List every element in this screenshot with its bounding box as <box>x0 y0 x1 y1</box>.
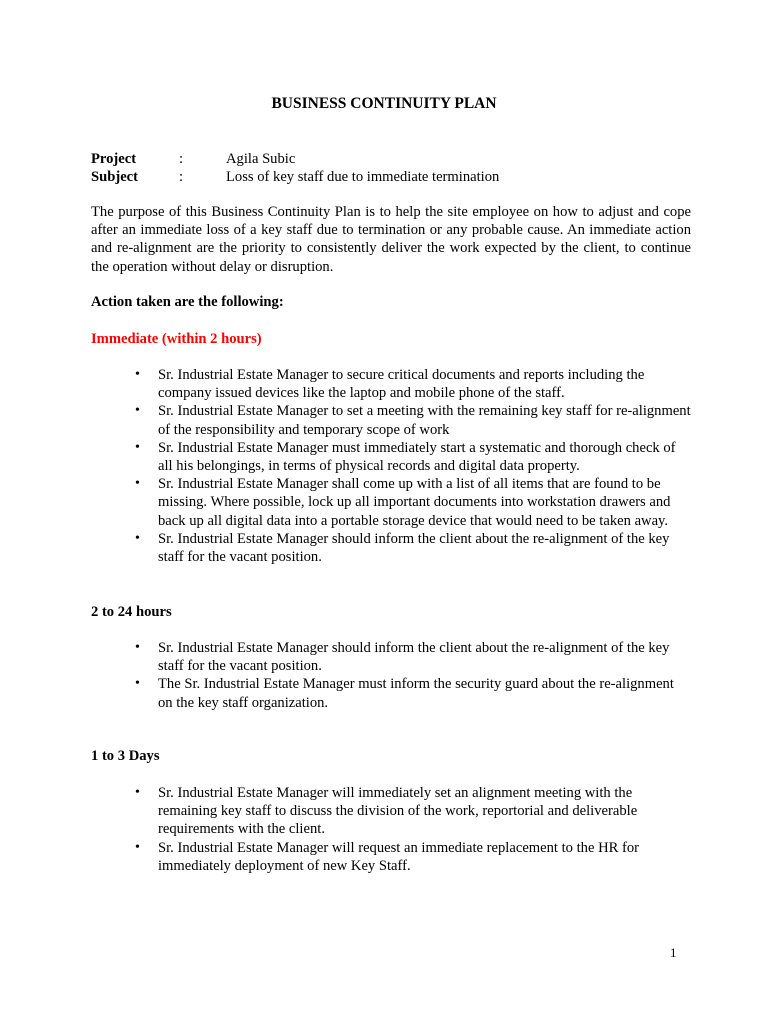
list-item: • Sr. Industrial Estate Manager to set a meeting with the remaining key staff for re-alignment of the responsibility and temporary scope of work <box>135 403 691 438</box>
page-title: BUSINESS CONTINUITY PLAN <box>271 95 497 112</box>
list-item: • Sr. Industrial Estate Manager to secure critical documents and reports including the company issued devices like the laptop and mobile phone of the staff. <box>135 367 645 402</box>
section-heading-1-3-days: 1 to 3 Days <box>91 748 160 764</box>
bullet-list-1-3-days <box>91 784 691 875</box>
meta-colon: : <box>179 169 184 186</box>
list-item: • Sr. Industrial Estate Manager should inform the client about the re-alignment of the key staff for the vacant position. <box>135 530 670 566</box>
bullet-icon: • <box>135 530 140 546</box>
meta-key: Subject <box>91 169 139 186</box>
bullet-icon: • <box>135 839 140 855</box>
list-item: • Sr. Industrial Estate Manager shall come up with a list of all items that are found to be missing. Where possible, lock up all important documents into workstation drawers and back up all digital data into a portable storage device that would need to be taken away. <box>135 476 671 529</box>
section-heading-immediate: Immediate (within 2 hours) <box>91 331 262 347</box>
list-item: • Sr. Industrial Estate Manager must immediately start a systematic and thorough check of all his belongings, in terms of physical records and digital data property. <box>135 439 676 475</box>
bullet-list-2-24-hours <box>91 639 691 712</box>
bullet-icon: • <box>135 367 140 382</box>
list-item: • Sr. Industrial Estate Manager will request an immediate replacement to the HR for immediately deployment of new Key Staff. <box>135 839 640 874</box>
list-item: • Sr. Industrial Estate Manager should inform the client about the re-alignment of the key staff for the vacant position. <box>135 640 670 675</box>
bullet-icon: • <box>135 785 140 800</box>
meta-key: Project <box>91 151 137 167</box>
bullet-list-immediate <box>91 366 691 566</box>
section-heading-2-24-hours: 2 to 24 hours <box>91 604 172 620</box>
bullet-icon: • <box>135 403 140 419</box>
project-meta <box>91 150 691 186</box>
bullet-icon: • <box>135 476 140 492</box>
list-item: • The Sr. Industrial Estate Manager must inform the security guard about the re-alignment on the key staff organization. <box>135 676 674 711</box>
meta-row-project <box>91 150 691 168</box>
bullet-icon: • <box>135 640 140 655</box>
bullet-icon: • <box>135 439 140 455</box>
list-item: • Sr. Industrial Estate Manager will immediately set an alignment meeting with the remaining key staff to discuss the division of the work, reportorial and deliverable requirements with the client. <box>135 785 638 838</box>
intro-paragraph: The purpose of this Business Continuity Plan is to help the site employee on how to adjust and cope after an immediate loss of a key staff due to termination or any probable cause. An immediate action and re-alignment are the priority to consistently deliver the work expected by the client, to continue the operation without delay or disruption. <box>91 204 691 275</box>
meta-row-subject <box>91 168 691 186</box>
page-number: 1 <box>670 945 677 960</box>
meta-colon: : <box>179 151 184 167</box>
bullet-icon: • <box>135 676 140 692</box>
actions-heading: Action taken are the following: <box>91 294 284 310</box>
meta-value: Agila Subic <box>226 151 296 167</box>
meta-value: Loss of key staff due to immediate termination <box>226 169 500 186</box>
